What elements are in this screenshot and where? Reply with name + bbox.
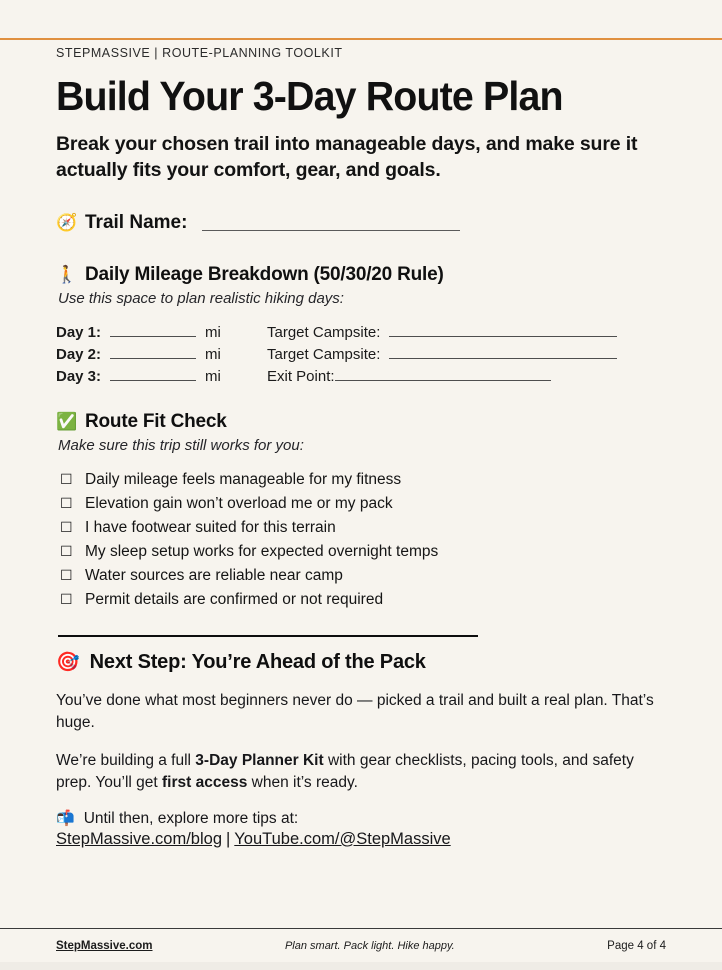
day-mileage-input[interactable] <box>110 346 196 359</box>
campsite-input[interactable] <box>389 324 617 337</box>
trail-name-input[interactable] <box>202 215 460 231</box>
page-title: Build Your 3-Day Route Plan <box>56 73 563 119</box>
checklist-item[interactable] <box>60 471 666 489</box>
checklist-item-label: My sleep setup works for expected overnight temps <box>85 542 439 560</box>
day-label: Day 3: <box>56 367 102 385</box>
day-row <box>56 346 666 363</box>
day-mileage-input[interactable] <box>110 324 196 337</box>
youtube-link[interactable]: YouTube.com/@StepMassive <box>234 829 451 848</box>
mileage-section-heading <box>56 264 666 286</box>
checklist-item[interactable] <box>60 519 666 537</box>
mileage-unit: mi <box>205 345 221 363</box>
first-access-bold: first access <box>162 773 248 791</box>
mileage-rows <box>56 324 666 385</box>
links-intro-text: Until then, explore more tips at: <box>83 809 299 827</box>
footer-tagline: Plan smart. Pack light. Hike happy. <box>284 940 455 952</box>
compass-icon: 🧭 <box>56 213 78 233</box>
next-step-heading <box>56 651 666 674</box>
mailbox-icon: 📬 <box>56 810 75 828</box>
day-row <box>56 368 666 385</box>
checkbox-icon[interactable]: ☐ <box>60 494 73 511</box>
links-intro-row <box>56 810 666 828</box>
next-step-paragraph-1: You’ve done what most beginners never do — picked a trail and built a real plan. That’s huge. <box>56 691 654 731</box>
paragraph-2-part-c: when it’s ready. <box>247 773 358 791</box>
mileage-heading-text: Daily Mileage Breakdown (50/30/20 Rule) <box>85 263 444 285</box>
next-step-heading-text: Next Step: You’re Ahead of the Pack <box>89 650 426 673</box>
checkbox-icon[interactable]: ☐ <box>60 470 73 487</box>
planner-kit-bold: 3-Day Planner Kit <box>195 751 324 769</box>
checklist-item[interactable] <box>60 543 666 561</box>
campsite-input[interactable] <box>389 346 617 359</box>
paragraph-2-part-a: We’re building a full <box>56 751 196 769</box>
checklist-item-label: Elevation gain won’t overload me or my pack <box>85 494 393 512</box>
campsite-label: Target Campsite: <box>267 345 381 363</box>
route-fit-heading-text: Route Fit Check <box>85 410 227 432</box>
eyebrow-breadcrumb: STEPMASSIVE | ROUTE-PLANNING TOOLKIT <box>56 46 343 60</box>
mileage-note: Use this space to plan realistic hiking days: <box>58 289 344 307</box>
page-bottom-edge <box>0 962 722 970</box>
next-step-paragraph-2 <box>56 750 656 794</box>
checkbox-icon[interactable]: ☐ <box>60 518 73 535</box>
checklist-item[interactable] <box>60 591 666 609</box>
route-fit-section-heading <box>56 411 666 433</box>
checkbox-icon[interactable]: ☐ <box>60 566 73 583</box>
links-row <box>56 830 666 849</box>
paragraph-2-part-b: with gear checklists, pacing tools, and safety prep. You’ll get <box>56 751 634 791</box>
day-mileage-input[interactable] <box>110 368 196 381</box>
checklist-item[interactable] <box>60 567 666 585</box>
mileage-unit: mi <box>205 323 221 341</box>
page-footer <box>56 940 666 952</box>
dart-target-icon: 🎯 <box>56 651 80 673</box>
day-label: Day 1: <box>56 323 102 341</box>
campsite-label: Target Campsite: <box>267 323 381 341</box>
section-divider <box>58 635 478 637</box>
checklist-item[interactable] <box>60 495 666 513</box>
exit-point-label: Exit Point: <box>267 367 335 385</box>
green-check-icon: ✅ <box>56 412 78 432</box>
checklist-item-label: Water sources are reliable near camp <box>85 566 343 584</box>
page-content <box>56 46 666 849</box>
checklist-item-label: Permit details are confirmed or not required <box>85 590 384 608</box>
route-fit-note: Make sure this trip still works for you: <box>58 436 304 454</box>
footer-page-number: Page 4 of 4 <box>607 940 666 952</box>
checkbox-icon[interactable]: ☐ <box>60 542 73 559</box>
day-row <box>56 324 666 341</box>
day-label: Day 2: <box>56 345 102 363</box>
trail-name-label: Trail Name: <box>85 211 188 233</box>
trail-name-row <box>56 212 666 234</box>
checkbox-icon[interactable]: ☐ <box>60 590 73 607</box>
links-separator: | <box>226 829 231 848</box>
route-fit-checklist <box>60 471 666 609</box>
blog-link[interactable]: StepMassive.com/blog <box>56 829 222 848</box>
mileage-unit: mi <box>205 367 221 385</box>
hiker-icon: 🚶 <box>56 265 78 285</box>
footer-site-link[interactable]: StepMassive.com <box>56 940 153 952</box>
exit-point-input[interactable] <box>335 368 551 381</box>
checklist-item-label: Daily mileage feels manageable for my fitness <box>85 470 402 488</box>
top-accent-rule <box>0 38 722 40</box>
footer-rule <box>0 928 722 929</box>
page-subtitle: Break your chosen trail into manageable days, and make sure it actually fits your comfort, gear, and goals. <box>56 133 638 182</box>
checklist-item-label: I have footwear suited for this terrain <box>85 518 336 536</box>
